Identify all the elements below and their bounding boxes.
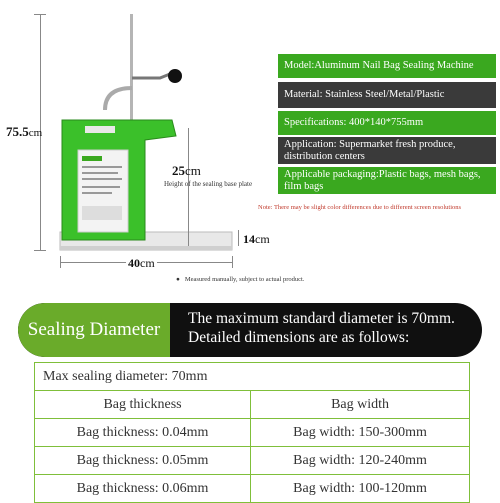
column-header-width: Bag width [251,391,470,419]
side-unit: cm [255,232,270,246]
table-row [35,447,470,475]
sealing-diameter-banner [18,303,482,357]
width-unit: cm [140,256,155,270]
table-cell-width: Bag width: 100-120mm [251,475,470,503]
spec-packaging [278,167,496,194]
sealing-table [34,362,470,503]
spec-model [278,54,496,78]
width-dimension-label [126,256,157,271]
spec-material-text: Material: Stainless Steel/Metal/Plastic [284,89,445,101]
spec-specifications-text: Specifications: 400*140*755mm [284,117,424,129]
table-cell-thickness: Bag thickness: 0.04mm [35,419,251,447]
side-dimension-line [238,230,239,246]
side-value: 14 [243,232,255,246]
height-unit: cm [28,127,43,139]
spec-model-text: Model:Aluminum Nail Bag Sealing Machine [284,60,474,72]
color-note: Note: There may be slight color differences due to different screen resolutions [258,204,462,211]
sealing-line-2: Detailed dimensions are as follows: [188,329,410,346]
width-dimension-tick-left [60,256,61,268]
base-height-value: 25 [172,163,185,178]
spec-packaging-text: Applicable packaging:Plastic bags, mesh bags, film bags [284,168,481,192]
column-header-thickness: Bag thickness [35,391,251,419]
sealing-diameter-description [188,309,455,347]
width-dimension-tick-right [232,256,233,268]
table-top-cell: Max sealing diameter: 70mm [35,363,470,391]
height-dimension-tick-bottom [34,250,46,251]
spec-material [278,82,496,108]
sealing-machine-illustration [50,10,253,260]
table-cell-thickness: Bag thickness: 0.06mm [35,475,251,503]
spec-specifications [278,111,496,135]
table-header-row [35,391,470,419]
base-height-label [172,163,201,179]
sealing-line-1: The maximum standard diameter is 70mm. [188,310,455,327]
base-height-caption: Height of the sealing base plate [164,180,253,188]
table-row [35,419,470,447]
spec-application-text: Application: Supermarket fresh produce, distribution centers [284,138,456,162]
product-image [50,10,253,260]
width-value: 40 [128,256,140,270]
height-dimension-tick-top [34,14,46,15]
bullet-icon: ● [176,276,180,283]
height-value: 75.5 [6,124,29,139]
height-dimension-label [6,124,42,140]
table-row [35,363,470,391]
spec-application [278,137,496,164]
table-cell-width: Bag width: 120-240mm [251,447,470,475]
table-row [35,475,470,503]
side-dimension-label [243,232,270,247]
base-height-unit: cm [185,163,201,178]
measure-note-text: Measured manually, subject to actual product. [184,276,305,283]
measure-note [176,276,304,283]
sealing-diameter-title: Sealing Diameter [18,303,170,357]
table-cell-width: Bag width: 150-300mm [251,419,470,447]
table-cell-thickness: Bag thickness: 0.05mm [35,447,251,475]
